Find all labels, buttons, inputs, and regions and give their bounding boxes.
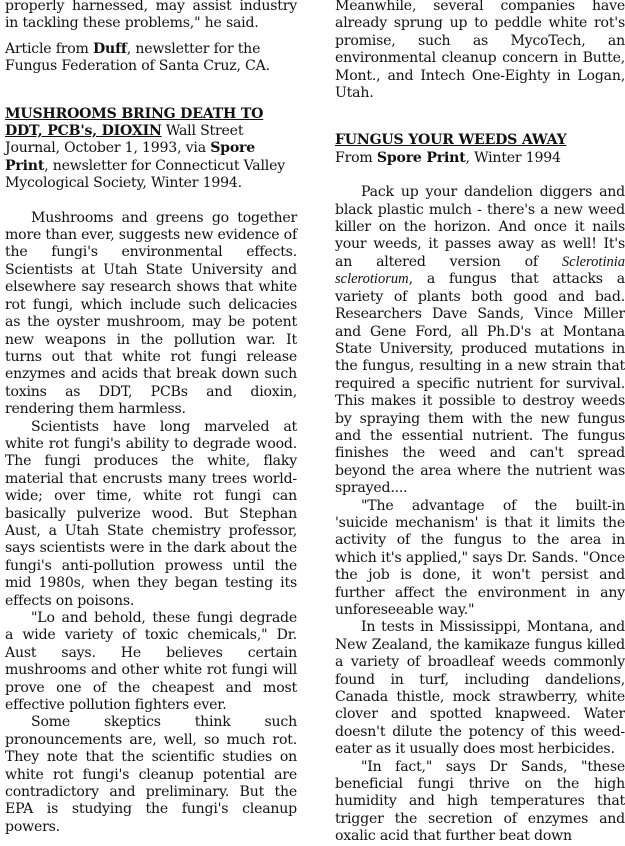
paragraph: "In fact," says Dr Sands, "these beneficial fungi thrive on the high humidity and high temperatures that trigger the secretion of enzymes and oxalic acid that further beat down (335, 758, 625, 845)
publication-name: Duff (93, 40, 127, 57)
paragraph: "Lo and behold, these fungi degrade a wide variety of toxic chemicals," Dr. Aust says. He believes certain mushrooms and other white rot fungi will prove one of the cheapest and most effective pollution fighters ever. (5, 610, 297, 714)
publication-name: Spore Print (376, 149, 466, 166)
source-credit-duff: Article from Duff, newsletter for the Fungus Federation of Santa Cruz, CA. (5, 40, 270, 75)
publication-name: Spore Print (5, 140, 256, 174)
article-headline: MUSHROOMS BRING DEATH TO DDT, PCB's, DIOXIN (5, 105, 264, 140)
article-header-mushrooms: MUSHROOMS BRING DEATH TO DDT, PCB's, DIOXIN Wall Street Journal, October 1, 1993, via Spore Print, newsletter for Connecticut Valley Mycological Society, Winter 1994. (5, 105, 286, 192)
paragraph-continued: Meanwhile, several companies have already sprung up to peddle white rot's promise, such as MycoTech, an environmental cleanup concern in Butte, Mont., and Intech One-Eighty in Logan, Utah. (335, 0, 625, 102)
article-header-weeds: FUNGUS YOUR WEEDS AWAY From Spore Print, Winter 1994 (335, 132, 567, 166)
paragraph-end: properly harnessed, may assist industry in tackling these problems," he said. (5, 0, 297, 32)
paragraph: In tests in Mississippi, Montana, and New Zealand, the kamikaze fungus killed a variety of broadleaf weeds commonly found in turf, including dandelions, Canada thistle, mock strawberry, white clover and spotted knapweed. Water doesn't dilute the potency of this weed-eater as it usually does most herbicides. (335, 619, 625, 758)
left-column (5, 0, 297, 836)
paragraph: Mushrooms and greens go together more than ever, suggests new evidence of the fungi's environmental effects. Scientists at Utah State University and elsewhere say research shows that white rot fungi, which include such delicacies as the oyster mushroom, may be potent new weapons in the pollution war. It turns out that white rot fungi release enzymes and acids that break down such toxins as DDT, PCBs and dioxin, rendering them harmless. (5, 209, 297, 418)
article-headline: FUNGUS YOUR WEEDS AWAY (335, 132, 567, 149)
right-column (335, 0, 625, 846)
scientific-name: Sclerotinia sclerotiorum (335, 253, 625, 288)
paragraph: Scientists have long marveled at white rot fungi's ability to degrade wood. The fungi produces the white, flaky material that encrusts many trees world-wide; over time, white rot fungi can basically pulverize wood. But Stephan Aust, a Utah State chemistry professor, says scientists were in the dark about the fungi's anti-pollution prowess until the mid 1980s, when they began testing its effects on poisons. (5, 418, 297, 609)
paragraph: Pack up your dandelion diggers and black plastic mulch - there's a new weed killer on the horizon. And once it nails your weeds, it passes away as well! It's an altered version of Sclerotinia sclerotiorum, a fungus that attacks a variety of plants both good and bad. Researchers Dave Sands, Vince Miller and Gene Ford, all Ph.D's at Montana State University, produced mutations in the fungus, resulting in a new strain that required a specific nutrient for survival. This makes it possible to destroy weeds by spraying them with the new fungus and the essential nutrient. The fungus finishes the weed and can't spread beyond the area where the nutrient was sprayed.... (335, 184, 625, 497)
paragraph: Some skeptics think such pronouncements are, well, so much rot. They note that the scientific studies on white rot fungi's cleanup potential are contradictory and preliminary. But the EPA is studying the fungi's cleanup powers. (5, 714, 297, 835)
paragraph: "The advantage of the built-in 'suicide mechanism' is that it limits the activity of the fungus to the area in which it's applied," says Dr. Sands. "Once the job is done, it won't persist and further affect the environment in any unforeseeable way." (335, 497, 625, 618)
